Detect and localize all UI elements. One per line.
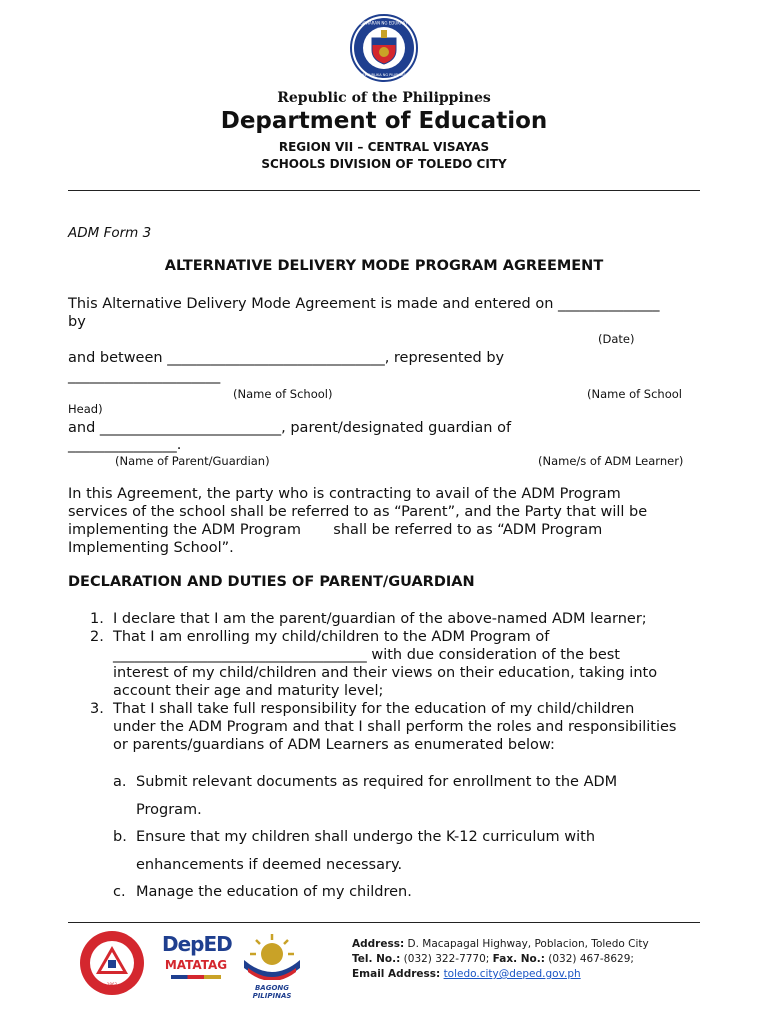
matatag-wordmark: MATATAG [164,958,228,972]
matatag-stripe [171,975,221,979]
intro-paragraph [68,485,708,557]
deped-seal [350,14,418,82]
department-title: Department of Education [220,108,548,134]
list-number: 3. [90,701,104,717]
list-item [68,824,708,879]
section-heading: DECLARATION AND DUTIES OF PARENT/GUARDIAN [68,574,475,590]
list-line: ___________________________________ with due consideration of the best [113,647,620,663]
list-item [68,700,708,754]
intro-line: services of the school shall be referred to as “Parent”, and the Party that will be [68,504,648,520]
school-head-caption-a: (Name of School [587,387,682,401]
tel-label: Tel. No.: [352,953,401,965]
list-number: 1. [90,611,104,627]
form-label: ADM Form 3 [68,225,152,241]
address-value: D. Macapagal Highway, Poblacion, Toledo City [404,938,649,950]
list-line: Manage the education of my children. [136,884,412,900]
list-letter: c. [113,884,126,900]
deped-wordmark: DepED [162,932,232,956]
agreement-line-2: by [68,314,86,330]
parent-caption: (Name of Parent/Guardian) [115,454,270,468]
date-caption: (Date) [598,332,635,346]
list-item [68,879,708,907]
fax-label: Fax. No.: [492,953,545,965]
region-line: REGION VII – CENTRAL VISAYAS [278,140,490,154]
email-line [352,967,712,982]
svg-text:REPUBLIKA NG PILIPINAS: REPUBLIKA NG PILIPINAS [362,73,406,77]
division-logo [79,930,145,996]
footer-contact [352,937,712,982]
list-line: Submit relevant documents as required for enrollment to the ADM [136,774,618,790]
list-item [68,628,708,700]
intro-line: implementing the ADM Program shall be referred to as “ADM Program [68,522,603,538]
list-number: 2. [90,629,104,645]
list-line: That I shall take full responsibility for the education of my child/children [113,701,635,717]
list-line: account their age and maturity level; [113,683,384,699]
list-line: That I am enrolling my child/children to the ADM Program of [113,629,550,645]
agreement-line-1: This Alternative Delivery Mode Agreement is made and entered on ______________ [68,296,660,312]
list-line: under the ADM Program and that I shall perform the roles and responsibilities [113,719,677,735]
agreement-line-6: _______________. [68,437,182,453]
school-caption: (Name of School) [233,387,333,401]
list-line: interest of my child/children and their views on their education, taking into [113,665,658,681]
school-head-caption-b: Head) [68,402,103,416]
agreement-line-5: and _________________________, parent/designated guardian of [68,420,512,436]
intro-line: Implementing School”. [68,540,234,556]
agreement-line-3: and between ______________________________, represented by [68,350,505,366]
learner-caption: (Name/s of ADM Learner) [538,454,684,468]
bagong-pilipinas-label: BAGONG PILIPINAS [252,984,292,1000]
email-label: Email Address: [352,968,441,980]
footer-divider [68,922,700,923]
list-item [68,610,708,628]
list-line: or parents/guardians of ADM Learners as enumerated below: [113,737,555,753]
header-divider [68,190,700,191]
svg-text:KAGAWARAN NG EDUKASYON: KAGAWARAN NG EDUKASYON [354,20,414,26]
address-label: Address: [352,938,405,950]
email-link[interactable]: toledo.city@deped.gov.ph [443,968,581,980]
list-line: enhancements if deemed necessary. [136,856,403,873]
duties-list [68,610,708,754]
sub-duties-list [68,769,708,907]
list-letter: a. [113,774,127,790]
agreement-title: ALTERNATIVE DELIVERY MODE PROGRAM AGREEMENT [164,258,604,274]
division-line: SCHOOLS DIVISION OF TOLEDO CITY [261,157,507,171]
phone-line [352,952,712,967]
intro-line: In this Agreement, the party who is contracting to avail of the ADM Program [68,486,621,502]
svg-text:1963: 1963 [106,982,118,987]
fax-value: (032) 467-8629; [544,953,634,965]
list-line: Program. [136,801,202,818]
address-line [352,937,712,952]
agreement-line-4: _____________________ [68,368,221,384]
list-item [68,769,708,824]
tel-value: (032) 322-7770; [400,953,493,965]
republic-line: Republic of the Philippines [277,90,491,106]
list-line: Ensure that my children shall undergo the K-12 curriculum with [136,829,596,845]
deped-matatag-logo [162,932,230,994]
list-line: I declare that I am the parent/guardian of the above-named ADM learner; [113,611,647,627]
list-letter: b. [113,829,127,845]
bagong-pilipinas-logo [238,930,306,1000]
